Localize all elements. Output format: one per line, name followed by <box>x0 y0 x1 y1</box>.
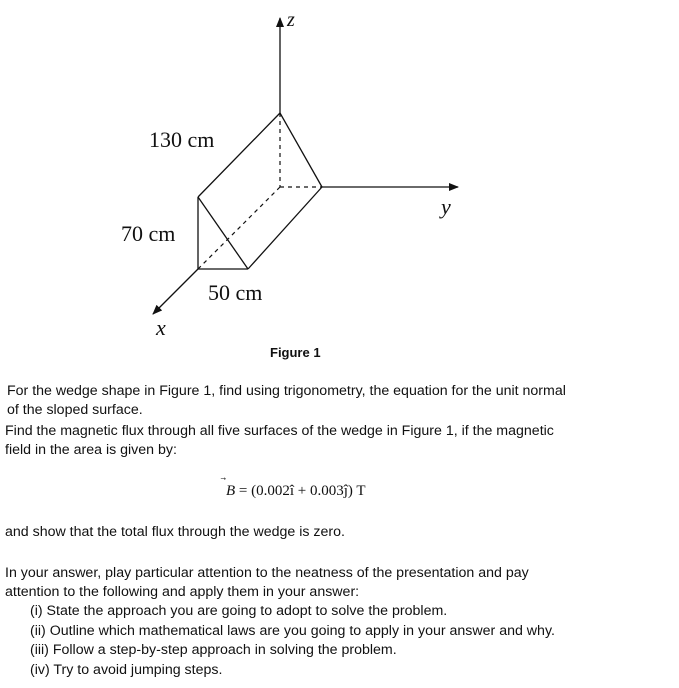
instructions-line1: In your answer, play particular attention to the neatness of the presentation and pay <box>5 565 529 581</box>
question-unit-normal-line2: of the sloped surface. <box>7 402 143 418</box>
figure-caption: Figure 1 <box>270 345 321 360</box>
instruction-item: (ii) Outline which mathematical laws are you going to apply in your answer and why. <box>30 622 555 639</box>
instruction-item: (i) State the approach you are going to adopt to solve the problem. <box>30 603 448 619</box>
height-dimension-label: 70 cm <box>121 221 176 246</box>
depth-dimension-label: 50 cm <box>208 280 263 305</box>
question-unit-normal <box>7 382 607 420</box>
wedge-edges <box>198 113 322 269</box>
question-unit-normal-line1: For the wedge shape in Figure 1, find using trigonometry, the equation for the unit normal <box>7 383 566 399</box>
question-magnetic-flux-line2: field in the area is given by: <box>5 442 177 458</box>
x-axis-label: x <box>156 315 166 340</box>
field-vector-value: = (0.002î + 0.003ĵ) T <box>235 483 366 499</box>
wedge-hidden-edges <box>198 113 322 269</box>
x-axis <box>153 269 198 314</box>
instructions-list <box>30 602 555 680</box>
show-zero-statement: and show that the total flux through the wedge is zero. <box>5 524 345 540</box>
question-magnetic-flux-line1: Find the magnetic flux through all five surfaces of the wedge in Figure 1, if the magnetic <box>5 423 554 439</box>
question-magnetic-flux <box>5 422 625 460</box>
field-vector-symbol: B <box>226 483 236 499</box>
instructions-intro <box>5 564 625 602</box>
z-axis-label: z <box>287 9 295 31</box>
magnetic-field-formula <box>226 483 366 500</box>
instructions-line2: attention to the following and apply them in your answer: <box>5 584 360 600</box>
length-dimension-label: 130 cm <box>149 127 215 152</box>
instruction-item: (iii) Follow a step-by-step approach in solving the problem. <box>30 642 397 658</box>
instruction-item: (iv) Try to avoid jumping steps. <box>30 661 223 678</box>
y-axis-label: y <box>441 194 451 219</box>
